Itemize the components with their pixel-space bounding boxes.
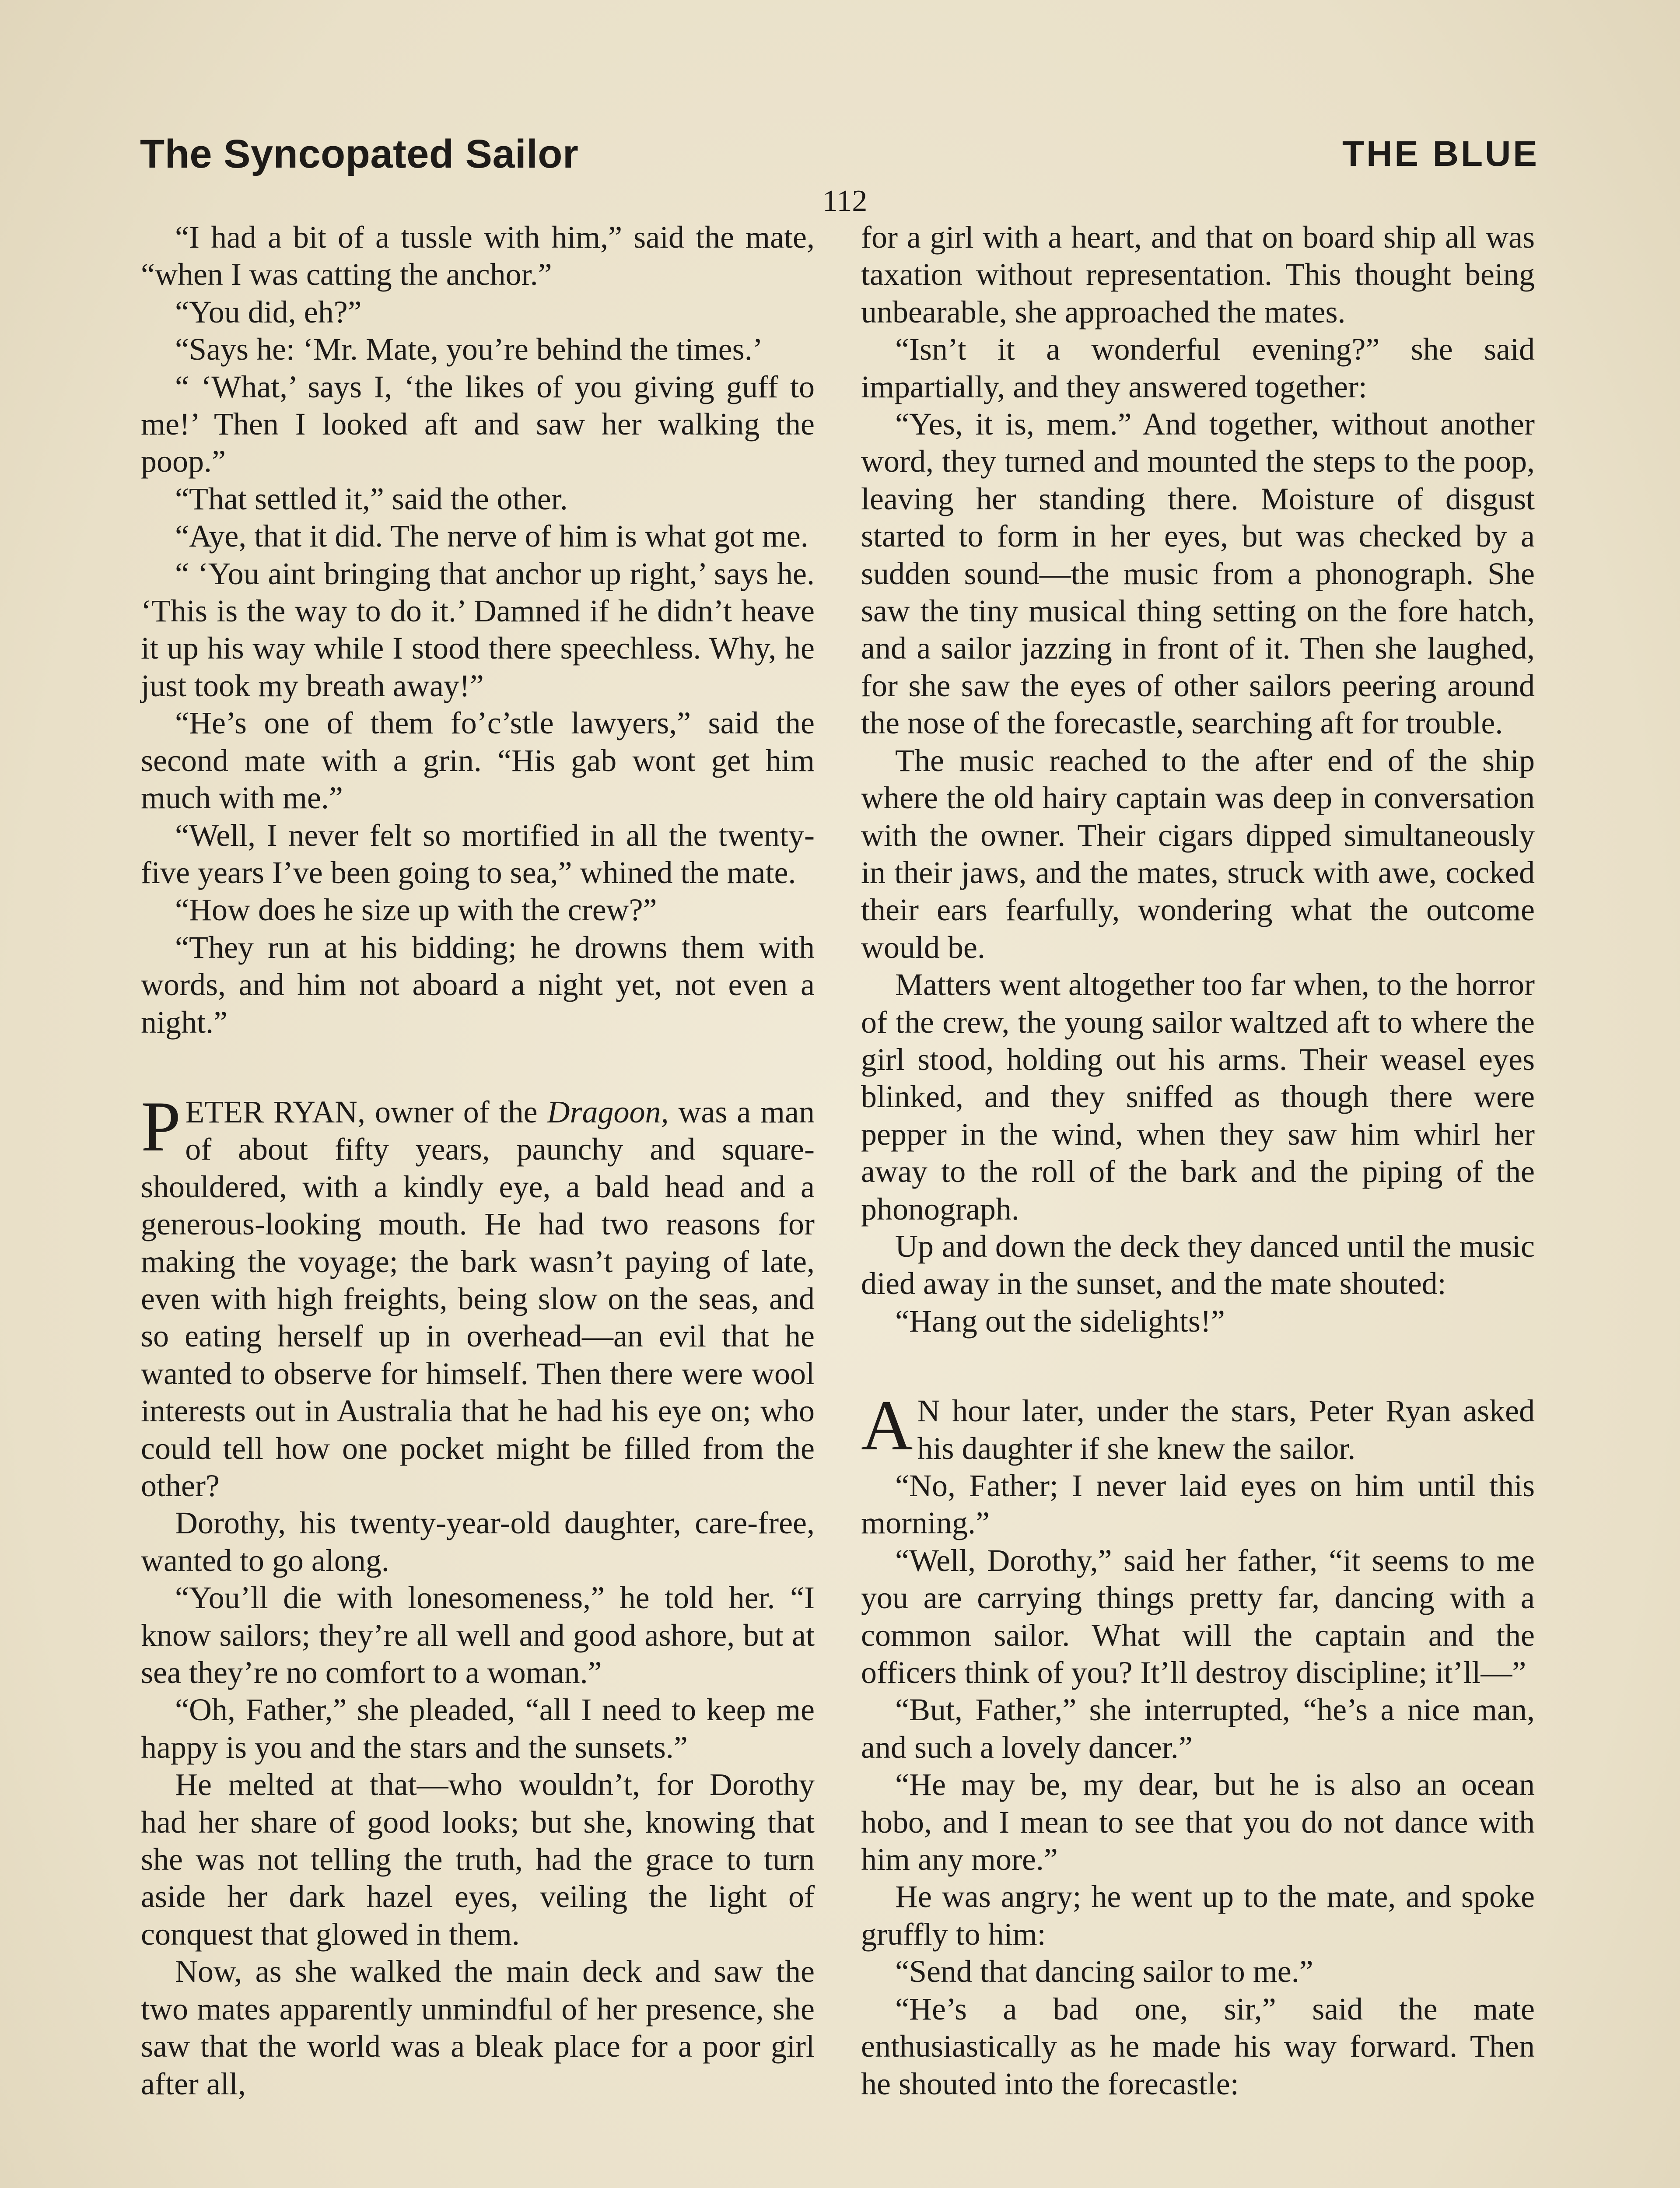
paragraph: “Send that dancing sailor to me.” xyxy=(895,1954,1313,1989)
paragraph: Up and down the deck they danced until the music died away in the sunset, and the mate shouted: xyxy=(861,1228,1535,1301)
paragraph: “Isn’t it a wonderful evening?” she said impartially, and they answered together: xyxy=(861,332,1535,404)
left-column xyxy=(141,219,815,2103)
paragraph: “Aye, that it did. The nerve of him is what got me. xyxy=(175,519,808,554)
paragraph: “Oh, Father,” she pleaded, “all I need to keep me happy is you and the stars and the sunsets.” xyxy=(141,1692,815,1765)
paragraph: “No, Father; I never laid eyes on him until this morning.” xyxy=(861,1468,1535,1541)
paragraph-body: N hour later, under the stars, Peter Ryan asked his daughter if she knew the sailor. xyxy=(917,1393,1535,1466)
paragraph: “But, Father,” she interrupted, “he’s a nice man, and such a lovely dancer.” xyxy=(861,1692,1535,1765)
magazine-title: THE BLUE xyxy=(1342,134,1539,174)
section-opening-paragraph xyxy=(141,1087,815,1504)
paragraph: Matters went altogether too far when, to the horror of the crew, the young sailor waltzed aft to where the girl stood, holding out his arms. Their weasel eyes blinked, and they sniffed as though there were pepper in the wind, when they saw him whirl her away to the roll of the bark and the piping of the phonograph. xyxy=(861,967,1535,1227)
paragraph: “I had a bit of a tussle with him,” said the mate, “when I was catting the anchor.” xyxy=(141,220,815,292)
paragraph: “ ‘What,’ says I, ‘the likes of you giving guff to me!’ Then I looked aft and saw her walking the poop.” xyxy=(141,369,815,479)
paragraph: He melted at that—who wouldn’t, for Dorothy had her share of good looks; but she, knowing that she was not telling the truth, had the grace to turn aside her dark hazel eyes, veiling the light of conquest that glowed in them. xyxy=(141,1767,815,1952)
page-number: 112 xyxy=(822,184,868,218)
drop-cap: P xyxy=(141,1087,181,1166)
paragraph: Now, as she walked the main deck and saw the two mates apparently unmindful of her presence, she saw that the world was a bleak place for a poor girl after all, xyxy=(141,1954,815,2101)
paragraph: “Yes, it is, mem.” And together, without another word, they turned and mounted the steps to the poop, leaving her standing there. Moisture of disgust started to form in her eyes, but was checked by a sudden sound—the music from a phonograph. She saw the tiny musical thing setting on the fore hatch, and a sailor jazzing in front of it. Then she laughed, for she saw the eyes of other sailors peering around the nose of the forecastle, searching aft for trouble. xyxy=(861,407,1535,741)
paragraph: “You did, eh?” xyxy=(175,294,362,330)
paragraph: “Hang out the sidelights!” xyxy=(895,1303,1225,1339)
paragraph: “How does he size up with the crew?” xyxy=(175,892,657,928)
paragraph: Dorothy, his twenty-year-old daughter, care-free, wanted to go along. xyxy=(141,1505,815,1578)
paragraph: “Well, Dorothy,” said her father, “it seems to me you are carrying things pretty far, dancing with a common sailor. What will the captain and the officers think of you? It’ll destroy discipline; it’ll—” xyxy=(861,1543,1535,1690)
ship-name: Dragoon, xyxy=(547,1094,669,1129)
paragraph-lead: ETER RYAN, owner of the xyxy=(185,1094,547,1129)
right-column xyxy=(861,219,1535,2103)
paragraph-body: was a man of about fifty years, paunchy and square-shouldered, with a kindly eye, a bald head and a generous-looking mouth. He had two reasons for making the voyage; the bark wasn’t paying of late, even with high freights, being slow on the seas, and so eating herself up in overhead—an evil that he wanted to observe for himself. Then there were wool interests out in Australia that he had his eye on; who could tell how one pocket might be filled from the other? xyxy=(141,1094,815,1503)
paragraph: He was angry; he went up to the mate, and spoke gruffly to him: xyxy=(861,1879,1535,1952)
section-opening-paragraph xyxy=(861,1386,1535,1467)
paragraph: “He’s one of them fo’c’stle lawyers,” said the second mate with a grin. “His gab wont get him much with me.” xyxy=(141,705,815,816)
continued-paragraph: for a girl with a heart, and that on board ship all was taxation without representation. This thought being unbearable, she approached the mates. xyxy=(861,220,1535,330)
paragraph: The music reached to the after end of the ship where the old hairy captain was deep in conversation with the owner. Their cigars dipped simultaneously in their jaws, and the mates, struck with awe, cocked their ears fearfully, wondering what the outcome would be. xyxy=(861,743,1535,965)
paragraph: “He’s a bad one, sir,” said the mate enthusiastically as he made his way forward. Then he shouted into the forecastle: xyxy=(861,1991,1535,2101)
paragraph: “He may be, my dear, but he is also an ocean hobo, and I mean to see that you do not dance with him any more.” xyxy=(861,1767,1535,1877)
paragraph: “They run at his bidding; he drowns them with words, and him not aboard a night yet, not even a night.” xyxy=(141,929,815,1040)
paragraph: “You’ll die with lonesomeness,” he told her. “I know sailors; they’re all well and good ashore, but at sea they’re no comfort to a woman.” xyxy=(141,1580,815,1690)
paragraph: “ ‘You aint bringing that anchor up right,’ says he. ‘This is the way to do it.’ Damned if he didn’t heave it up his way while I stood there speechless. Why, he just took my breath away!” xyxy=(141,556,815,703)
paragraph: “Well, I never felt so mortified in all the twenty-five years I’ve been going to sea,” whined the mate. xyxy=(141,817,815,890)
paragraph: “That settled it,” said the other. xyxy=(175,481,568,516)
story-title: The Syncopated Sailor xyxy=(140,132,579,176)
paragraph: “Says he: ‘Mr. Mate, you’re behind the times.’ xyxy=(175,332,763,367)
drop-cap: A xyxy=(861,1386,913,1466)
